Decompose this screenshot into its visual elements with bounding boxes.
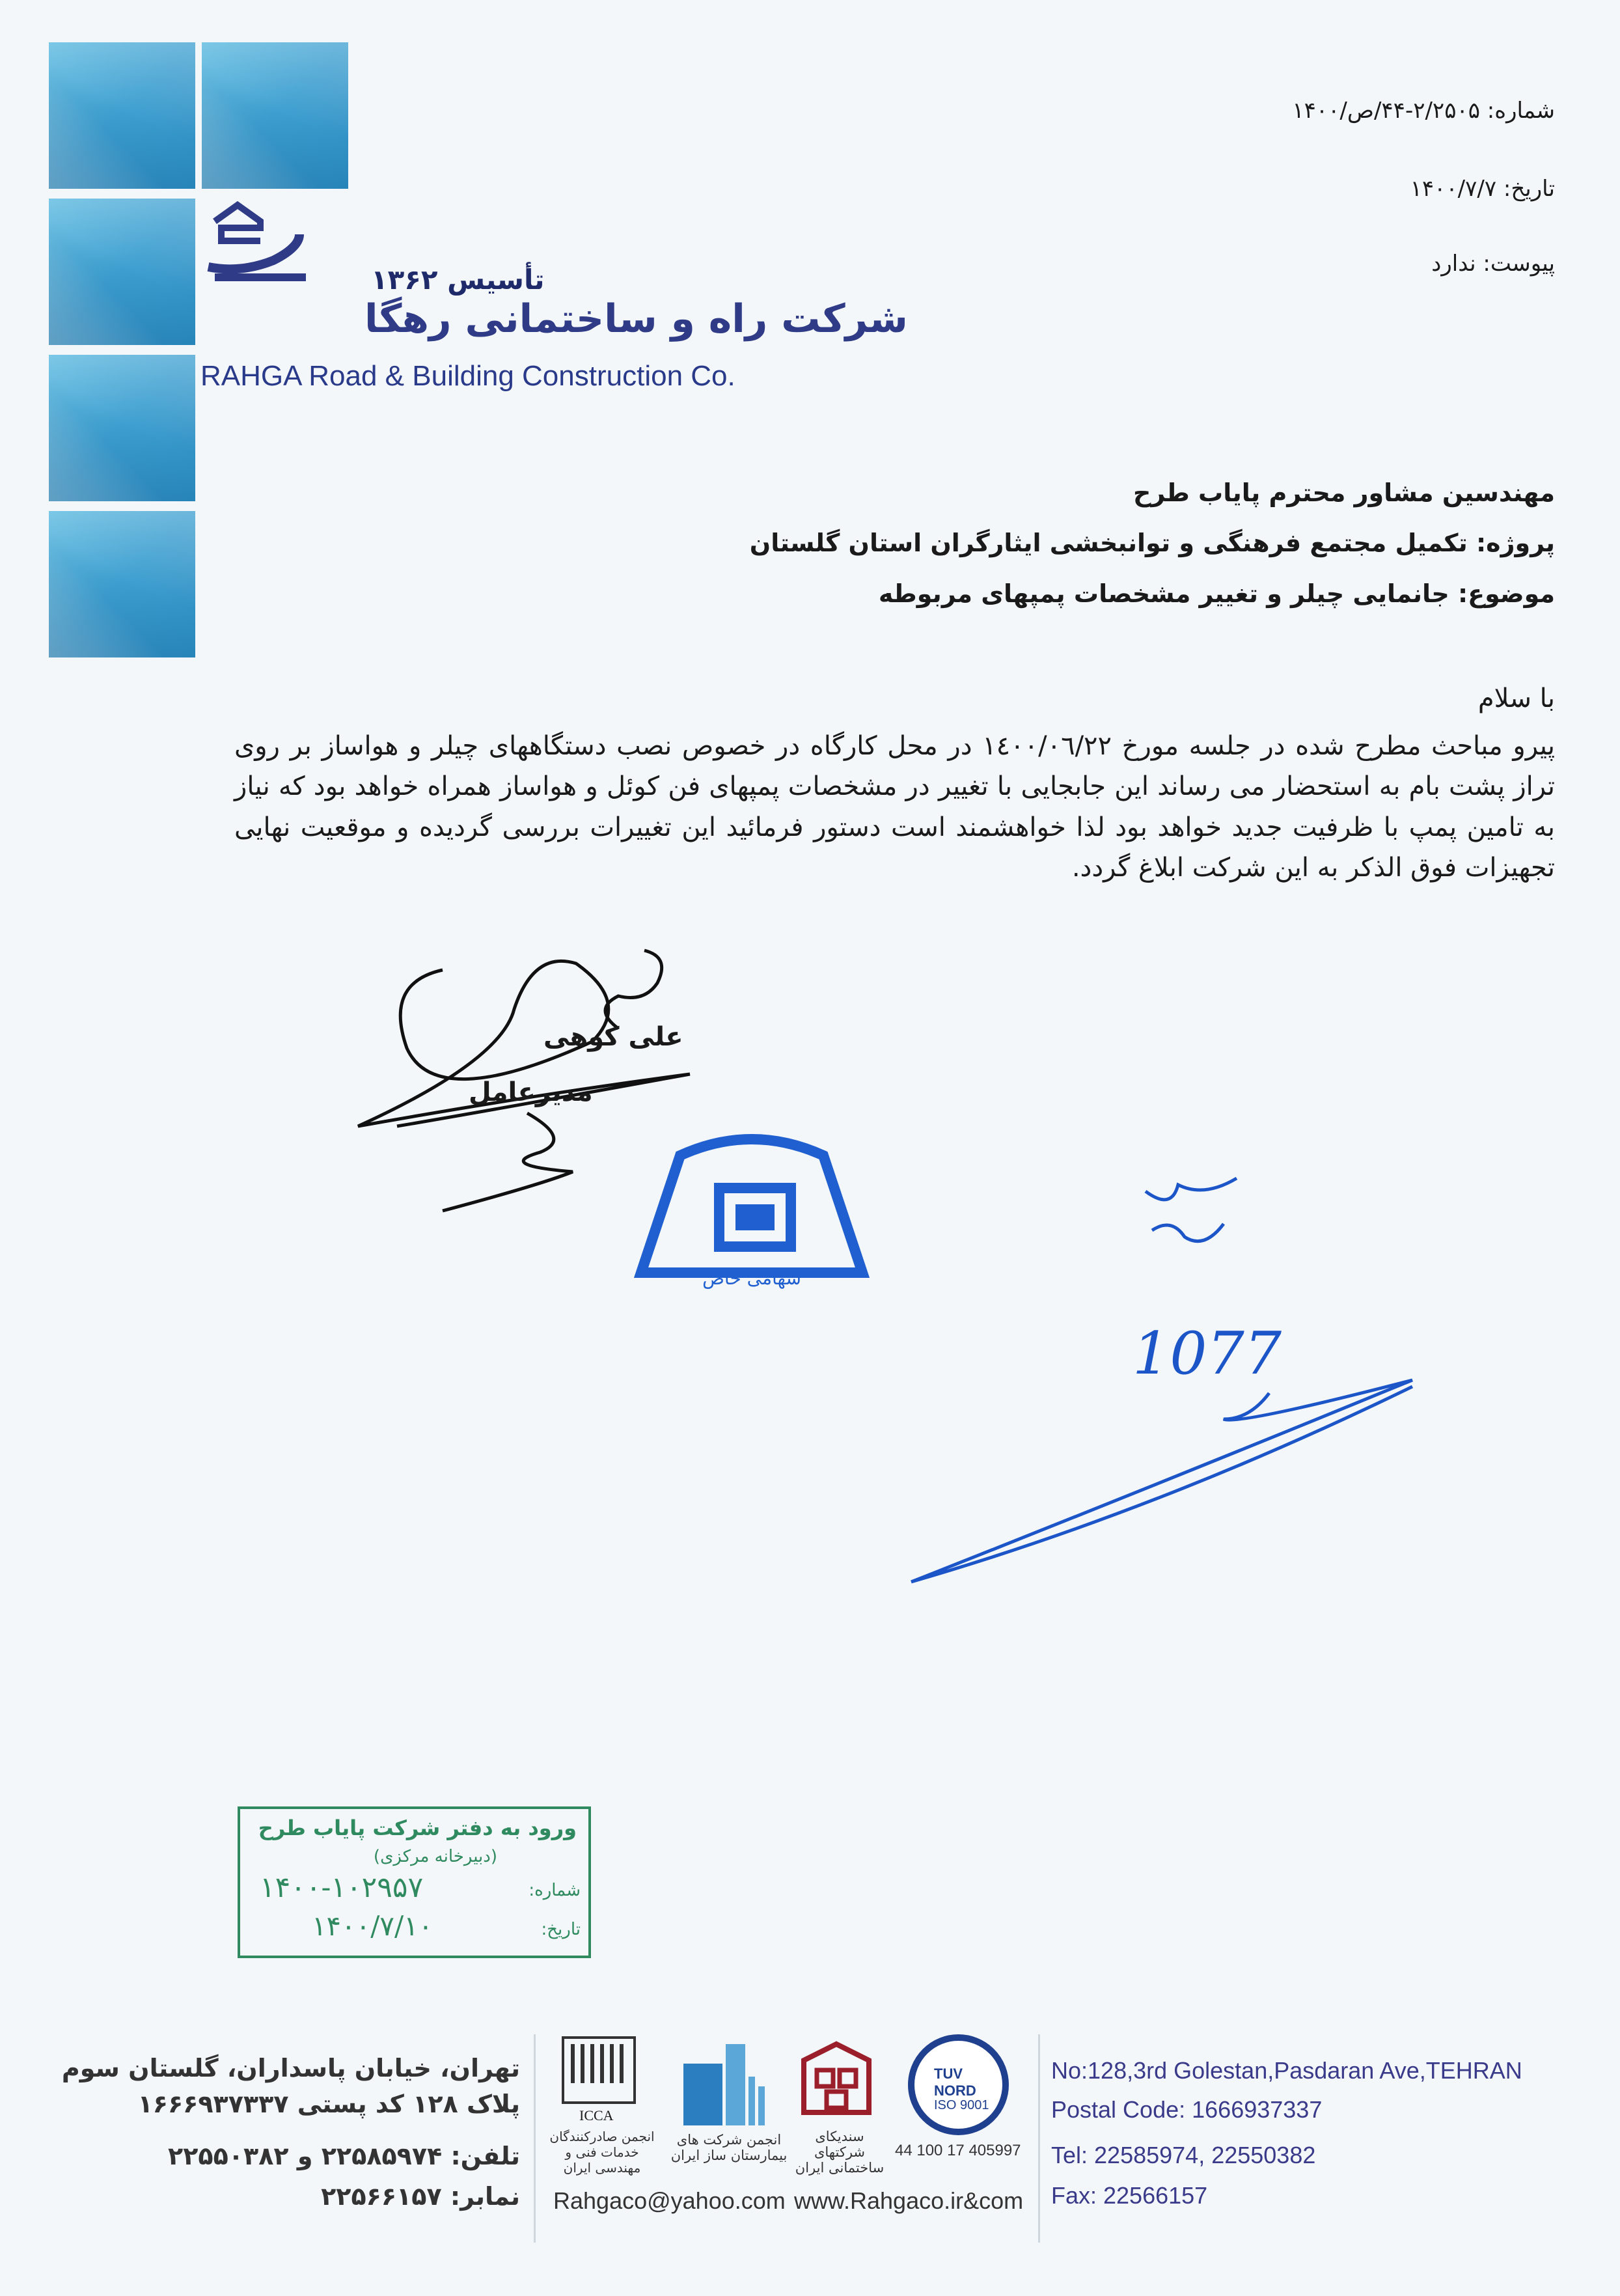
company-stamp (628, 1129, 875, 1292)
received-stamp-subtitle: (دبیرخانه مرکزی) (373, 1847, 497, 1866)
project-line: پروژه: تکمیل مجتمع فرهنگی و توانبخشی ایثارگران استان گلستان (749, 529, 1555, 557)
recipient: مهندسین مشاور محترم پایاب طرح (1133, 478, 1555, 507)
received-stamp-date-label: تاریخ: (541, 1920, 581, 1939)
syndicate-caption: سندیکای شرکتهای ساختمانی ایران (795, 2129, 885, 2176)
icca-label: ICCA (579, 2107, 614, 2123)
handwritten-number: 1077 (1133, 1320, 1282, 1388)
received-stamp-number: ۱۴۰۰-۱۰۲۹۵۷ (260, 1871, 424, 1904)
footer-fax-en: Fax: 22566157 (1051, 2182, 1208, 2209)
subject-line: موضوع: جانمایی چیلر و تغییر مشخصات پمپهای مربوطه (878, 579, 1555, 608)
hospital-builders-caption: انجمن شرکت های بیمارستان ساز ایران (670, 2132, 788, 2163)
footer-website[interactable]: www.Rahgaco.ir&com (794, 2187, 1024, 2214)
footer-divider (534, 2034, 536, 2243)
footer-divider (1038, 2034, 1040, 2243)
tuv-number: 44 100 17 405997 (895, 2142, 1021, 2159)
letter-body: پیرو مباحث مطرح شده در جلسه مورخ ۱٤۰۰/۰٦/۲۲ در محل کارگاه در خصوص نصب دستگاههای چیلر و هواساز بر روی تراز پشت بام به استحضار می رساند این جابجایی با تغییر در مشخصات پمپهای فن کوئل و هواساز همراه خواهد بود که نیاز به تامین پمپ با ظرفیت جدید خواهد بود لذا خواهشمند است دستور فرمائید این تغییرات بررسی گردیده و موقعیت نهایی تجهیزات فوق الذکر به این شرکت ابلاغ گردد. (234, 731, 1555, 883)
company-stamp-text: سهامی خاص (702, 1267, 801, 1289)
company-name-fa: شرکت راه و ساختمانی رهگا (364, 296, 908, 342)
footer-tel-en: Tel: 22585974, 22550382 (1051, 2142, 1316, 2168)
letter-date: تاریخ: ۱۴۰۰/۷/۷ (1410, 176, 1555, 202)
handwritten-note (898, 1159, 1419, 1601)
icca-logo (560, 2034, 638, 2123)
footer-address-en: No:128,3rd Golestan,Pasdaran Ave,TEHRAN (1051, 2057, 1522, 2084)
received-stamp-title: ورود به دفتر شرکت پایاب طرح (258, 1816, 577, 1840)
received-stamp-date: ۱۴۰۰/۷/۱۰ (312, 1910, 433, 1942)
icca-caption: انجمن صادرکنندگان خدمات فنی و مهندسی ایران (549, 2129, 655, 2176)
tuv-label: TUV NORD (934, 2066, 976, 2099)
tile (49, 42, 195, 189)
footer-address-fa-1: تهران، خیابان پاسداران، گلستان سوم (61, 2054, 520, 2082)
footer-phone-fa: تلفن: ۲۲۵۸۵۹۷۴ و ۲۲۵۵۰۳۸۲ (168, 2142, 520, 2170)
company-logo (202, 195, 306, 293)
icca-icon (560, 2034, 638, 2106)
iso-label: ISO 9001 (934, 2098, 989, 2112)
letter-number: شماره: ۲/۲۵۰۵-۴۴/ص/۱۴۰۰ (1292, 98, 1555, 124)
received-stamp (238, 1806, 591, 1958)
letter-attachment: پیوست: ندارد (1431, 251, 1555, 277)
footer-email[interactable]: Rahgaco@yahoo.com (553, 2187, 786, 2214)
tuv-badge (908, 2034, 1009, 2135)
syndicate-logo (797, 2041, 875, 2119)
footer-address-fa-2: پلاک ۱۲۸ کد پستی ۱۶۶۶۹۳۷۳۳۷ (137, 2090, 520, 2118)
header-tile-decoration (49, 42, 355, 661)
signatory-name: علی کوهی (543, 1022, 683, 1052)
hospital-builders-logo (680, 2038, 778, 2129)
company-founded: تأسیس ۱۳۶۲ (371, 264, 545, 296)
signatory-title: مدیرعامل (469, 1077, 593, 1107)
tile (202, 42, 348, 189)
received-stamp-number-label: شماره: (529, 1881, 581, 1900)
greeting: با سلام (1477, 684, 1555, 713)
footer-fax-fa: نمابر: ۲۲۵۶۶۱۵۷ (321, 2182, 520, 2211)
tile (49, 199, 195, 345)
tile (49, 355, 195, 501)
tile (49, 511, 195, 657)
footer-postal-en: Postal Code: 1666937337 (1051, 2096, 1323, 2123)
company-name-en: RAHGA Road & Building Construction Co. (200, 360, 735, 392)
